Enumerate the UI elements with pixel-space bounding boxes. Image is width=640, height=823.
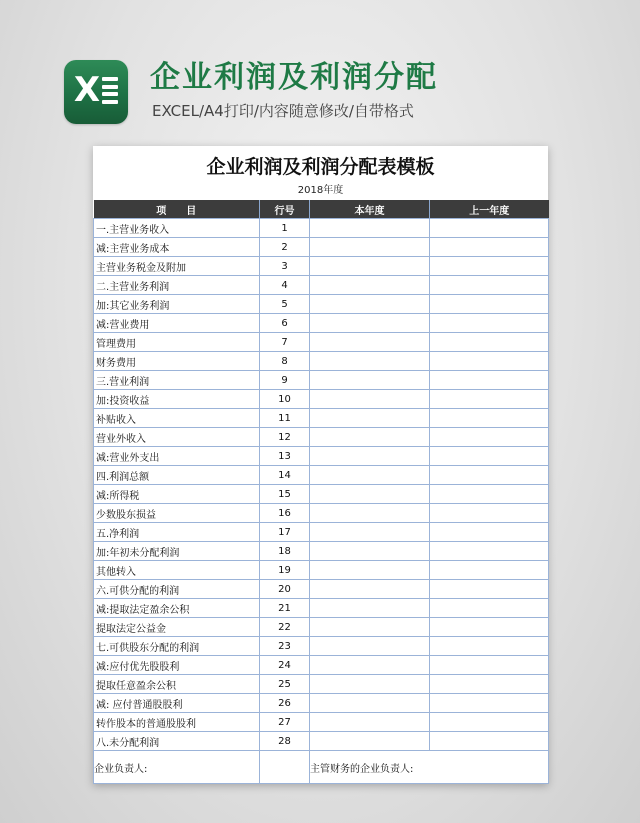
- table-row: [94, 637, 549, 656]
- current-year-cell[interactable]: [310, 447, 430, 466]
- previous-year-cell[interactable]: [430, 238, 549, 257]
- profit-distribution-table: [93, 200, 549, 784]
- row-number: 13: [260, 447, 310, 466]
- previous-year-cell[interactable]: [430, 523, 549, 542]
- row-item-label: 主营业务税金及附加: [94, 257, 260, 276]
- table-row: [94, 466, 549, 485]
- row-number: 28: [260, 732, 310, 751]
- previous-year-cell[interactable]: [430, 428, 549, 447]
- current-year-cell[interactable]: [310, 257, 430, 276]
- row-number: 15: [260, 485, 310, 504]
- row-item-label: 一.主营业务收入: [94, 219, 260, 238]
- row-number: 6: [260, 314, 310, 333]
- row-item-label: 财务费用: [94, 352, 260, 371]
- previous-year-cell[interactable]: [430, 713, 549, 732]
- row-item-label: 减: 应付普通股股利: [94, 694, 260, 713]
- table-row: [94, 694, 549, 713]
- current-year-cell[interactable]: [310, 314, 430, 333]
- row-item-label: 八.未分配利润: [94, 732, 260, 751]
- previous-year-cell[interactable]: [430, 599, 549, 618]
- row-item-label: 六.可供分配的利润: [94, 580, 260, 599]
- current-year-cell[interactable]: [310, 276, 430, 295]
- row-number: 3: [260, 257, 310, 276]
- previous-year-cell[interactable]: [430, 352, 549, 371]
- previous-year-cell[interactable]: [430, 675, 549, 694]
- previous-year-cell[interactable]: [430, 561, 549, 580]
- row-number: 26: [260, 694, 310, 713]
- row-number: 7: [260, 333, 310, 352]
- current-year-cell[interactable]: [310, 523, 430, 542]
- previous-year-cell[interactable]: [430, 409, 549, 428]
- column-header-current-year: 本年度: [310, 200, 430, 219]
- previous-year-cell[interactable]: [430, 485, 549, 504]
- table-row: [94, 504, 549, 523]
- current-year-cell[interactable]: [310, 561, 430, 580]
- row-number: 9: [260, 371, 310, 390]
- table-row: [94, 599, 549, 618]
- previous-year-cell[interactable]: [430, 447, 549, 466]
- current-year-cell[interactable]: [310, 371, 430, 390]
- row-item-label: 其他转入: [94, 561, 260, 580]
- current-year-cell[interactable]: [310, 618, 430, 637]
- current-year-cell[interactable]: [310, 656, 430, 675]
- row-number: 8: [260, 352, 310, 371]
- table-row: [94, 523, 549, 542]
- row-item-label: 减:应付优先股股利: [94, 656, 260, 675]
- row-item-label: 管理费用: [94, 333, 260, 352]
- table-row: [94, 409, 549, 428]
- row-number: 5: [260, 295, 310, 314]
- row-item-label: 少数股东损益: [94, 504, 260, 523]
- previous-year-cell[interactable]: [430, 390, 549, 409]
- current-year-cell[interactable]: [310, 713, 430, 732]
- table-row: [94, 428, 549, 447]
- table-row: [94, 276, 549, 295]
- current-year-cell[interactable]: [310, 390, 430, 409]
- row-number: 24: [260, 656, 310, 675]
- previous-year-cell[interactable]: [430, 656, 549, 675]
- table-row: [94, 219, 549, 238]
- row-item-label: 加:其它业务利润: [94, 295, 260, 314]
- row-number: 20: [260, 580, 310, 599]
- table-row: [94, 447, 549, 466]
- row-item-label: 三.营业利润: [94, 371, 260, 390]
- table-row: [94, 371, 549, 390]
- row-number: 21: [260, 599, 310, 618]
- row-item-label: 减:主营业务成本: [94, 238, 260, 257]
- excel-logo-letter: X: [73, 70, 101, 110]
- previous-year-cell[interactable]: [430, 295, 549, 314]
- previous-year-cell[interactable]: [430, 542, 549, 561]
- current-year-cell[interactable]: [310, 466, 430, 485]
- row-number: 11: [260, 409, 310, 428]
- table-row: [94, 333, 549, 352]
- page-subtitle: EXCEL/A4打印/内容随意修改/自带格式: [152, 102, 414, 120]
- signature-row: [94, 751, 549, 784]
- table-header-row: [94, 200, 549, 219]
- table-row: [94, 485, 549, 504]
- row-item-label: 四.利润总额: [94, 466, 260, 485]
- previous-year-cell[interactable]: [430, 219, 549, 238]
- previous-year-cell[interactable]: [430, 580, 549, 599]
- row-number: 4: [260, 276, 310, 295]
- column-header-row-number: 行号: [260, 200, 310, 219]
- current-year-cell[interactable]: [310, 219, 430, 238]
- table-row: [94, 238, 549, 257]
- row-number: 14: [260, 466, 310, 485]
- row-number: 1: [260, 219, 310, 238]
- previous-year-cell[interactable]: [430, 333, 549, 352]
- previous-year-cell[interactable]: [430, 314, 549, 333]
- page-title: 企业利润及利润分配: [150, 60, 438, 95]
- previous-year-cell[interactable]: [430, 371, 549, 390]
- row-item-label: 减:营业外支出: [94, 447, 260, 466]
- finance-head-label: 主管财务的企业负责人:: [310, 751, 549, 784]
- table-row: [94, 257, 549, 276]
- row-item-label: 加:年初未分配利润: [94, 542, 260, 561]
- previous-year-cell[interactable]: [430, 637, 549, 656]
- row-item-label: 提取任意盈余公积: [94, 675, 260, 694]
- row-item-label: 二.主营业务利润: [94, 276, 260, 295]
- signature-spacer: [260, 751, 310, 784]
- table-row: [94, 713, 549, 732]
- page-header: [0, 0, 640, 140]
- column-header-previous-year: 上一年度: [430, 200, 549, 219]
- table-row: [94, 352, 549, 371]
- table-row: [94, 732, 549, 751]
- row-number: 16: [260, 504, 310, 523]
- current-year-cell[interactable]: [310, 295, 430, 314]
- row-number: 25: [260, 675, 310, 694]
- previous-year-cell[interactable]: [430, 732, 549, 751]
- table-row: [94, 561, 549, 580]
- current-year-cell[interactable]: [310, 599, 430, 618]
- current-year-cell[interactable]: [310, 694, 430, 713]
- table-row: [94, 656, 549, 675]
- table-row: [94, 314, 549, 333]
- current-year-cell[interactable]: [310, 675, 430, 694]
- current-year-cell[interactable]: [310, 238, 430, 257]
- row-number: 2: [260, 238, 310, 257]
- row-item-label: 减:所得税: [94, 485, 260, 504]
- document-title: 企业利润及利润分配表模板: [206, 156, 435, 178]
- excel-grid-icon: [102, 77, 118, 107]
- table-body: [94, 219, 549, 751]
- current-year-cell[interactable]: [310, 352, 430, 371]
- current-year-cell[interactable]: [310, 485, 430, 504]
- row-item-label: 提取法定公益金: [94, 618, 260, 637]
- enterprise-head-label: 企业负责人:: [94, 751, 260, 784]
- current-year-cell[interactable]: [310, 637, 430, 656]
- spreadsheet-preview: [93, 146, 548, 784]
- previous-year-cell[interactable]: [430, 466, 549, 485]
- row-item-label: 七.可供股东分配的利润: [94, 637, 260, 656]
- row-item-label: 营业外收入: [94, 428, 260, 447]
- current-year-cell[interactable]: [310, 732, 430, 751]
- column-header-item: 项 目: [94, 200, 260, 219]
- row-item-label: 转作股本的普通股股利: [94, 713, 260, 732]
- previous-year-cell[interactable]: [430, 694, 549, 713]
- row-number: 22: [260, 618, 310, 637]
- current-year-cell[interactable]: [310, 333, 430, 352]
- current-year-cell[interactable]: [310, 428, 430, 447]
- current-year-cell[interactable]: [310, 504, 430, 523]
- row-number: 23: [260, 637, 310, 656]
- row-number: 27: [260, 713, 310, 732]
- previous-year-cell[interactable]: [430, 618, 549, 637]
- table-row: [94, 542, 549, 561]
- row-number: 12: [260, 428, 310, 447]
- row-item-label: 减:提取法定盈余公积: [94, 599, 260, 618]
- row-item-label: 加:投资收益: [94, 390, 260, 409]
- row-number: 17: [260, 523, 310, 542]
- table-row: [94, 580, 549, 599]
- document-year: 2018年度: [297, 185, 344, 196]
- row-number: 10: [260, 390, 310, 409]
- row-number: 19: [260, 561, 310, 580]
- row-item-label: 补贴收入: [94, 409, 260, 428]
- excel-icon: [64, 60, 128, 124]
- table-row: [94, 295, 549, 314]
- row-item-label: 五.净利润: [94, 523, 260, 542]
- row-item-label: 减:营业费用: [94, 314, 260, 333]
- current-year-cell[interactable]: [310, 580, 430, 599]
- table-row: [94, 390, 549, 409]
- table-row: [94, 675, 549, 694]
- current-year-cell[interactable]: [310, 542, 430, 561]
- table-row: [94, 618, 549, 637]
- previous-year-cell[interactable]: [430, 504, 549, 523]
- current-year-cell[interactable]: [310, 409, 430, 428]
- row-number: 18: [260, 542, 310, 561]
- previous-year-cell[interactable]: [430, 276, 549, 295]
- previous-year-cell[interactable]: [430, 257, 549, 276]
